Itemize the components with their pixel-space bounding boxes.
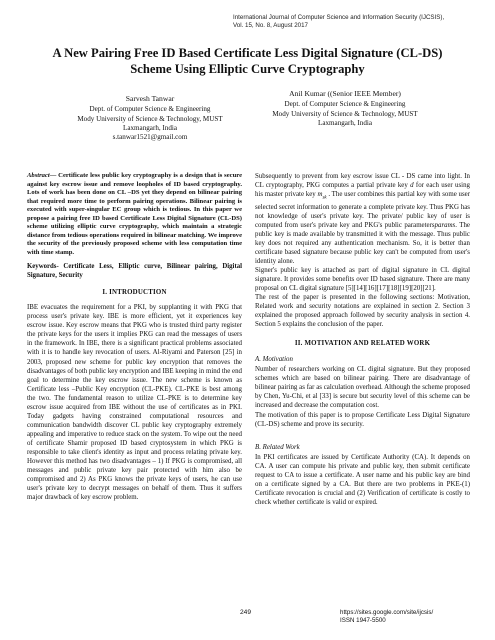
motivation-paragraph-2: The motivation of this paper is to propose Certificate Less Digital Signature (CL-DS) scheme and prove its security. <box>255 411 470 428</box>
text-run: for each user using his master private key <box>255 182 470 199</box>
author-city: Laxmangarh, India <box>123 123 177 132</box>
footer-url: https://sites.google.com/site/ijcsis/ <box>340 609 434 616</box>
motivation-paragraph-1: Number of researchers working on CL digital signature. But they proposed schemes which are based on bilinear pairing. There are disadvantage of bilinear pairing as far as calculation overhead. Although the scheme proposed by Chen, Yu-Chi, et al [33] is secure but security level of this scheme can be increased and decrease the computation cost. <box>255 366 470 410</box>
author-university: Mody University of Science & Technology, MUST <box>77 114 223 123</box>
text-run: Subsequently to prevent from key escrow issue CL - DS came into light. In CL cryptography, PKG computes a partial private key <box>255 173 470 190</box>
author-block-1 <box>50 94 250 142</box>
related-work-paragraph: In PKI certificates are issued by Certificate Authority (CA). It depends on CA. A user can compute his private and public key, then submit certificate request to CA to issue a certificate. A user name and his public key are bind on a certificate signed by a CA. But there are two problems in PKE-(1) Certificate revocation is crucial and (2) Verification of certificate is costly to check whether certificate is valid or expired. <box>255 453 470 506</box>
paper-title-line-1: A New Pairing Free ID Based Certificate Less Digital Signature (CL-DS) <box>52 46 443 60</box>
footer-info <box>340 609 433 625</box>
text-run: . The user combines this partial key with some user selected secret information to generate a complete private key. Thus PKG has not knowledge of user's private key. The private/ public key of user is computed from user's private key and PKG's public parameters <box>255 191 470 229</box>
section-heading-introduction: I. INTRODUCTION <box>102 289 167 297</box>
keywords: Keywords- Certificate Less, Elliptic curve, Bilinear pairing, Digital Signature, Security <box>27 263 242 279</box>
author-email: s.tanwar1521@gmail.com <box>112 133 188 142</box>
journal-volume: Vol. 15, No. 8, August 2017 <box>233 22 308 29</box>
body-paragraph-2: Signer's public key is attached as part of digital signature in CL digital signature. It provides some benefits over ID based signature. There are many proposal on CL digital signature [5][14][16][17][18][19][20][21]. <box>255 266 470 292</box>
text-run: . The public key is made available by transmitted it with the message. Thus public key does not required any authentication mechanism. So, it is better than certificate based signature because public key can't be computed from user's identity alone. <box>255 221 470 265</box>
introduction-text: IBE evacuates the requirement for a PKI, by supplanting it with PKG that process user's private key. IBE is more efficient, yet it experiences key escrow issue. Key escrow means that PKG who is trusted third party register the private keys for the users it implies PKG can read the messages of users in the framework. In IBE, there is a significant practical problems associated with it is to handle key revocation of users. Al-Riyami and Paterson [25] in 2003, proposed new scheme for public key encryption that removes the disadvantages of both public key encryption and IBE keeping in mind the end goal to determine the key escrow issue. The new scheme is known as Certificate less –Public Key encryption (CL-PKE). CL-PKE is best among the two. The fundamental reason to utilize CL-PKE is to determine key escrow issue acquired from IBE without the use of certificates as in PKI. Today gadgets having constrained computational resources and communication bandwidth discover CL public key cryptography extremely appealing and imperative to reduce stack on the system. To wipe out the need of certificate Shamir proposed ID based cryptosystem in which PKG is responsible to take client's identity as input and process relating private key. However this method has two disadvantages – 1) If PKG is compromised, all messages and public private key pair protected with him also be compromised and 2) As PKG knows the private keys of users, he can use user's private key to decrypt messages on behalf of them. Thus it suffers major drawback of key escrow problem. <box>27 304 242 502</box>
author-dept: Dept. of Computer Science & Engineering <box>89 105 211 114</box>
subsection-heading-related-work: B. Related Work <box>255 443 300 451</box>
math-symbol-master-key: m <box>317 191 323 199</box>
author-university: Mody University of Science & Technology, MUST <box>272 109 418 118</box>
abstract-text: Certificate less public key cryptography is a design that is secure against key escrow issue and remove loopholes of ID based cryptography. Lots of work has been done on CL –DS yet they depend on bilinear pairing that required more time to perform pairing operations. Bilinear pairing is executed with super-singular EC group which is tedious. In this paper we propose a pairing free ID based Certificate Less Digital Signature (CL-DS) scheme utilizing elliptic curve cryptography, which maintain a strategic distance from tedious operations required in bilinear matching. We improve the security of the previously proposed scheme with less computation time with time stamp. <box>27 172 242 256</box>
subsection-heading-motivation: A. Motivation <box>255 356 293 364</box>
left-column <box>27 172 242 502</box>
math-symbol-d: d <box>410 182 414 190</box>
journal-name: International Journal of Computer Science and Information Security (IJCSIS), <box>233 14 445 21</box>
abstract-lead: Abstract— <box>27 172 57 179</box>
body-paragraph-3: The rest of the paper is presented in the following sections: Motivation, Related work and security notations are explained in section 2. Section 3 explained the proposed approach followed by security analysis in section 4. Section 5 explains the conclusion of the paper. <box>255 293 470 329</box>
math-subscript: sk <box>322 195 327 201</box>
author-city: Laxmangarh, India <box>318 118 372 127</box>
author-block-2 <box>245 89 445 128</box>
author-name: Sarvesh Tanwar <box>125 94 175 103</box>
body-paragraph-1 <box>255 172 470 266</box>
author-name: Anil Kumar ((Senior IEEE Member) <box>289 89 401 98</box>
section-heading-motivation: II. MOTIVATION AND RELATED WORK <box>294 340 431 348</box>
footer-issn: ISSN 1947-5500 <box>340 617 386 624</box>
author-dept: Dept. of Computer Science & Engineering <box>284 100 406 109</box>
math-symbol-params: params <box>434 221 456 229</box>
abstract <box>27 172 242 257</box>
right-column <box>255 172 470 507</box>
page-number: 249 <box>240 609 252 616</box>
paper-title <box>30 46 465 77</box>
journal-header <box>233 14 488 30</box>
paper-title-line-2: Scheme Using Elliptic Curve Cryptography <box>130 61 365 76</box>
